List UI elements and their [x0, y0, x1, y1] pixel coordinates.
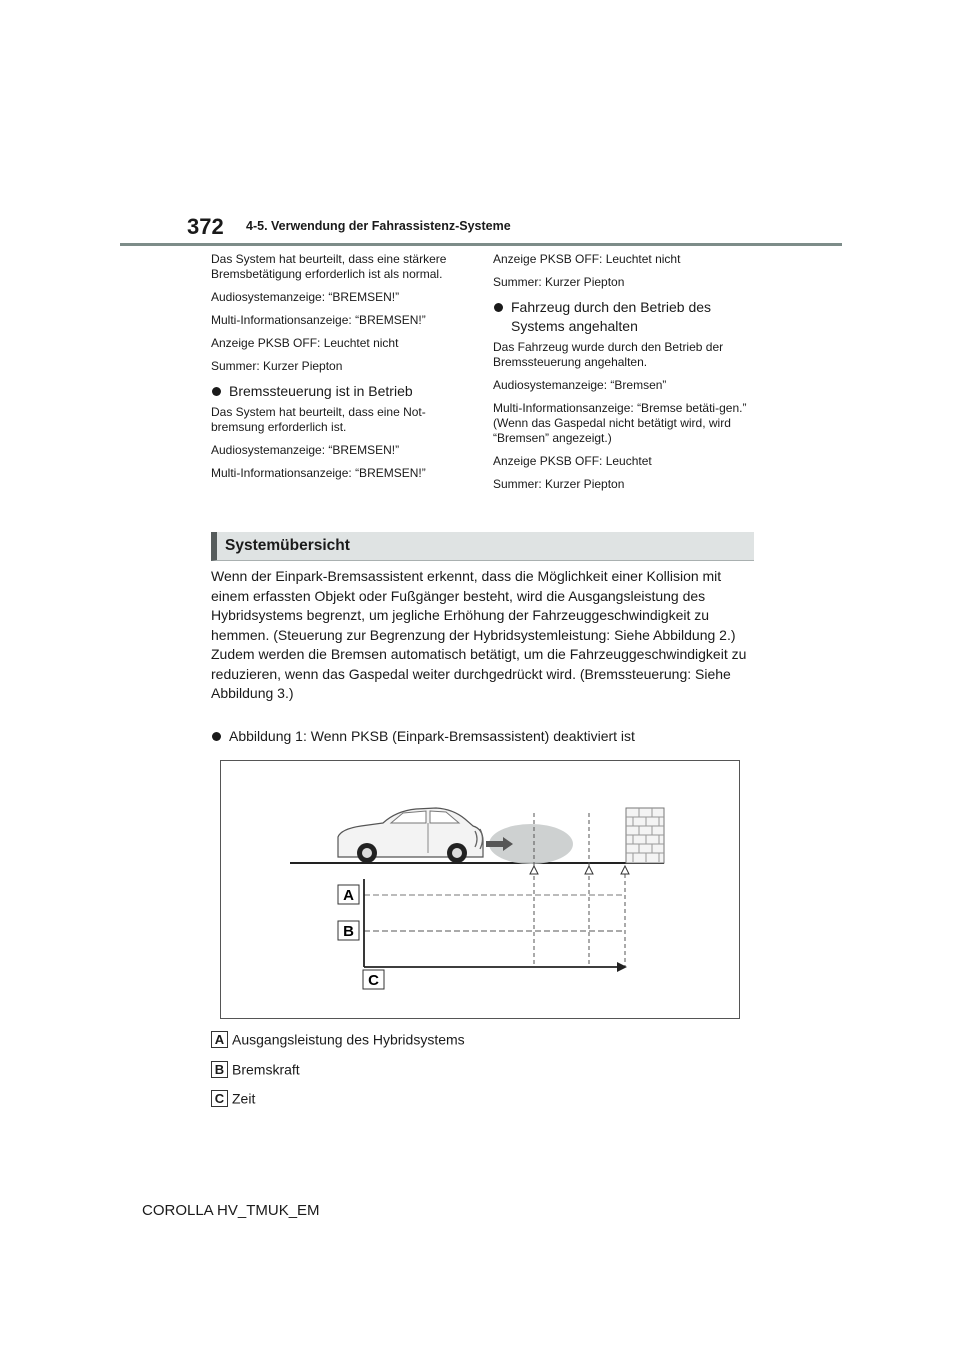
paragraph: Das System hat beurteilt, dass eine stärkere Bremsbetätigung erforderlich ist als normal. [211, 252, 447, 281]
page-number: 372 [187, 214, 224, 239]
car-icon [338, 808, 513, 863]
paragraph: Summer: Kurzer Piepton [211, 359, 343, 373]
footer-model: COROLLA HV_TMUK_EM [142, 1202, 320, 1219]
legend-key: A [211, 1031, 228, 1048]
legend-text: Bremskraft [232, 1061, 300, 1078]
paragraph: Multi-Informationsanzeige: “Bremse betäti-gen.” (Wenn das Gaspedal nicht betätigt wird, wird “Bremsen” angezeigt.) [493, 401, 747, 445]
header-divider [120, 243, 842, 246]
paragraph: Multi-Informationsanzeige: “BREMSEN!” [211, 466, 426, 480]
right-column [493, 252, 755, 500]
paragraph: Audiosystemanzeige: “BREMSEN!” [211, 443, 400, 457]
legend-key: B [211, 1061, 228, 1078]
figure-diagram [220, 760, 740, 1019]
paragraph: Audiosystemanzeige: “Bremsen” [493, 378, 667, 392]
section-heading-box [211, 532, 754, 561]
label-b: B [343, 923, 354, 940]
label-c: C [368, 972, 379, 989]
bullet-heading: Fahrzeug durch den Betrieb des Systems angehalten [493, 298, 755, 336]
section-title: 4-5. Verwendung der Fahrassistenz-Systeme [246, 219, 511, 233]
paragraph: Das Fahrzeug wurde durch den Betrieb der Bremssteuerung angehalten. [493, 340, 724, 369]
label-a: A [343, 887, 354, 904]
paragraph: Summer: Kurzer Piepton [493, 275, 625, 289]
x-axis-arrow [617, 962, 627, 972]
paragraph: Summer: Kurzer Piepton [493, 477, 625, 491]
paragraph: Anzeige PKSB OFF: Leuchtet nicht [493, 252, 681, 266]
paragraph: Das System hat beurteilt, dass eine Not-bremsung erforderlich ist. [211, 405, 426, 434]
paragraph: Wenn der Einpark-Bremsassistent erkennt, dass die Möglichkeit einer Kollision mit einem erfassten Objekt oder Fußgänger besteht, wird die Ausgangsleistung des Hybridsystems begrenzt, um jegliche Erhöhung der Fahrzeuggeschwindigkeit zu hemmen. (Steuerung zur Begrenzung der Hybridsystemleistung: Siehe Abbildung 2.) [211, 568, 736, 643]
section-heading: Systemübersicht [225, 537, 350, 554]
legend-key: C [211, 1090, 228, 1107]
legend-text: Zeit [232, 1090, 256, 1107]
paragraph: Anzeige PKSB OFF: Leuchtet [493, 454, 652, 468]
paragraph: Zudem werden die Bremsen automatisch betätigt, um die Fahrzeuggeschwindigkeit zu reduzieren, wenn das Gaspedal weiter durchgedrückt wird. (Bremssteuerung: Siehe Abbildung 3.) [211, 646, 747, 701]
legend-text: Ausgangsleistung des Hybridsystems [232, 1031, 465, 1048]
body-text [211, 567, 756, 704]
paragraph: Audiosystemanzeige: “BREMSEN!” [211, 290, 400, 304]
legend-item-b [211, 1059, 300, 1078]
left-column [211, 252, 473, 489]
figure-bullet: Abbildung 1: Wenn PKSB (Einpark-Bremsassistent) deaktiviert ist [211, 727, 756, 746]
paragraph: Multi-Informationsanzeige: “BREMSEN!” [211, 313, 426, 327]
wall-icon [626, 808, 664, 863]
diagram-svg [221, 761, 739, 1018]
bullet-heading: Bremssteuerung ist in Betrieb [211, 382, 473, 401]
legend-item-a [211, 1029, 465, 1048]
legend-item-c [211, 1088, 255, 1107]
paragraph: Anzeige PKSB OFF: Leuchtet nicht [211, 336, 399, 350]
marker-triangles [530, 866, 629, 874]
